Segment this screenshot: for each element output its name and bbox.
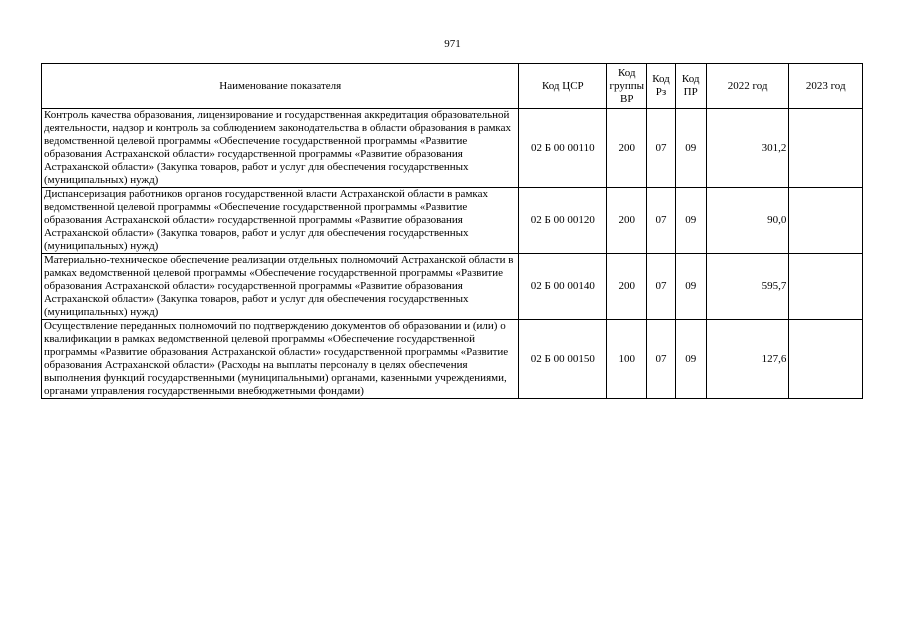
header-2022: 2022 год	[706, 64, 789, 109]
table-row	[42, 254, 863, 320]
header-pr: Код ПР	[675, 64, 706, 109]
row-rz: 07	[647, 188, 675, 254]
row-vr: 200	[607, 254, 647, 320]
row-rz: 07	[647, 320, 675, 399]
row-pr: 09	[675, 254, 706, 320]
row-name: Контроль качества образования, лицензирование и государственная аккредитация образовательной деятельности, надзор и контроль за соблюдением законодательства в области образования в рамках ведомственной целевой программы «Обеспечение государственной программы «Развитие образования Астраханской области» государственной программы «Развитие образования Астраханской области» (Закупка товаров, работ и услуг для обеспечения государственных (муниципальных) нужд)	[42, 109, 519, 188]
header-2023: 2023 год	[789, 64, 863, 109]
row-2022: 595,7	[706, 254, 789, 320]
row-2023	[789, 320, 863, 399]
row-2022: 301,2	[706, 109, 789, 188]
row-csr: 02 Б 00 00150	[519, 320, 607, 399]
row-2022: 90,0	[706, 188, 789, 254]
budget-table	[41, 63, 863, 399]
row-pr: 09	[675, 109, 706, 188]
row-2023	[789, 109, 863, 188]
header-csr: Код ЦСР	[519, 64, 607, 109]
header-name: Наименование показателя	[42, 64, 519, 109]
row-pr: 09	[675, 188, 706, 254]
table-row	[42, 109, 863, 188]
header-rz: Код Рз	[647, 64, 675, 109]
row-csr: 02 Б 00 00110	[519, 109, 607, 188]
row-name: Диспансеризация работников органов государственной власти Астраханской области в рамках ведомственной целевой программы «Обеспечение государственной программы «Развитие образования Астраханской области» государственной программы «Развитие образования Астраханской области» (Закупка товаров, работ и услуг для обеспечения государственных (муниципальных) нужд)	[42, 188, 519, 254]
row-rz: 07	[647, 109, 675, 188]
row-pr: 09	[675, 320, 706, 399]
header-row	[42, 64, 863, 109]
row-vr: 200	[607, 188, 647, 254]
row-vr: 100	[607, 320, 647, 399]
row-csr: 02 Б 00 00120	[519, 188, 607, 254]
table-row	[42, 320, 863, 399]
table-row	[42, 188, 863, 254]
page-number: 971	[444, 38, 461, 50]
row-2022: 127,6	[706, 320, 789, 399]
row-2023	[789, 188, 863, 254]
row-rz: 07	[647, 254, 675, 320]
row-vr: 200	[607, 109, 647, 188]
row-csr: 02 Б 00 00140	[519, 254, 607, 320]
row-name: Материально-техническое обеспечение реализации отдельных полномочий Астраханской области в рамках ведомственной целевой программы «Обеспечение государственной программы «Развитие образования Астраханской области» государственной программы «Развитие образования Астраханской области» (Закупка товаров, работ и услуг для обеспечения государственных (муниципальных) нужд)	[42, 254, 519, 320]
row-name: Осуществление переданных полномочий по подтверждению документов об образовании и (или) о квалификации в рамках ведомственной целевой программы «Обеспечение государственной программы «Развитие образования Астраханской области» государственной программы «Развитие образования Астраханской области» (Расходы на выплаты персоналу в целях обеспечения выполнения функций государственными (муниципальными) органами, казенными учреждениями, органами управления государственными внебюджетными фондами)	[42, 320, 519, 399]
header-vr: Код группы ВР	[607, 64, 647, 109]
row-2023	[789, 254, 863, 320]
